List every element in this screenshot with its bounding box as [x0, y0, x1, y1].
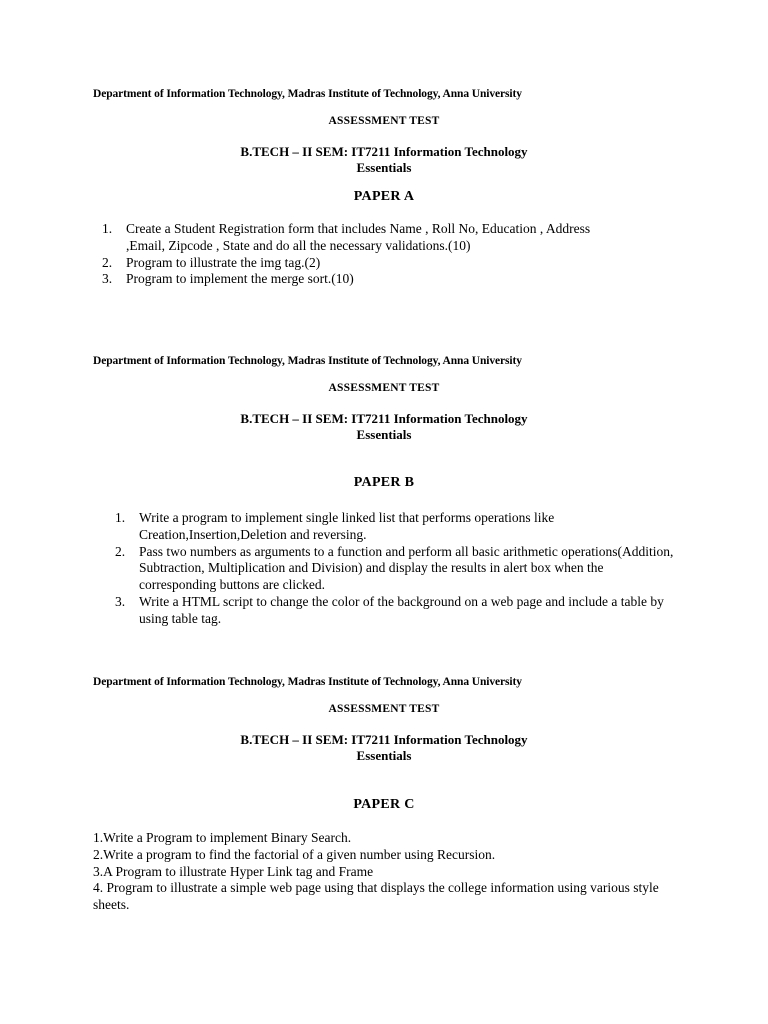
list-item [102, 254, 626, 272]
course-line-1: B.TECH – II SEM: IT7211 Information Technology [240, 144, 528, 159]
question-text: Program to illustrate the img tag.(2) [126, 254, 321, 270]
list-item: 3.A Program to illustrate Hyper Link tag and Frame [93, 863, 374, 879]
list-item [115, 593, 679, 628]
list-item [102, 221, 626, 255]
course-title [0, 144, 768, 176]
paper-c-questions [93, 830, 673, 914]
department-heading: Department of Information Technology, Madras Institute of Technology, Anna University [93, 676, 522, 688]
question-number: 2. [115, 543, 126, 559]
assessment-heading: ASSESSMENT TEST [328, 115, 440, 127]
question-text: Create a Student Registration form that includes Name , Roll No, Education , Address ,Email, Zipcode , State and do all the necessary validations.(10) [126, 221, 591, 253]
assessment-heading: ASSESSMENT TEST [328, 703, 440, 715]
list-item [115, 510, 679, 544]
course-line-1: B.TECH – II SEM: IT7211 Information Technology [240, 411, 528, 426]
department-heading: Department of Information Technology, Madras Institute of Technology, Anna University [93, 88, 522, 100]
course-line-1: B.TECH – II SEM: IT7211 Information Technology [240, 732, 528, 747]
assessment-heading: ASSESSMENT TEST [328, 382, 440, 394]
paper-b-questions [115, 510, 679, 628]
question-number: 1. [115, 510, 126, 525]
course-title [0, 732, 768, 764]
paper-b-title: PAPER B [353, 475, 415, 490]
question-text: Pass two numbers as arguments to a function and perform all basic arithmetic operations(Addition, Subtraction, Multiplication and Division) and display the results in alert box when the corresponding buttons are clicked. [139, 543, 674, 593]
question-number: 3. [115, 593, 126, 609]
list-item [115, 543, 679, 594]
list-item: 4. Program to illustrate a simple web page using that displays the college information using various style sheets. [93, 880, 659, 913]
question-text: Program to implement the merge sort.(10) [126, 271, 354, 287]
course-line-2: Essentials [356, 427, 412, 442]
course-line-2: Essentials [356, 748, 412, 763]
department-heading: Department of Information Technology, Madras Institute of Technology, Anna University [93, 355, 522, 367]
question-text: Write a program to implement single linked list that performs operations like Creation,Insertion,Deletion and reversing. [139, 510, 555, 542]
question-number: 1. [102, 221, 113, 236]
question-number: 2. [102, 254, 113, 270]
course-line-2: Essentials [356, 160, 412, 175]
list-item: 1.Write a Program to implement Binary Search. [93, 830, 352, 845]
question-number: 3. [102, 271, 113, 287]
list-item: 2.Write a program to find the factorial of a given number using Recursion. [93, 846, 496, 862]
paper-a-title: PAPER A [353, 189, 415, 204]
paper-c-title: PAPER C [353, 797, 415, 812]
question-text: Write a HTML script to change the color of the background on a web page and include a table by using table tag. [139, 593, 664, 626]
list-item [102, 271, 626, 288]
course-title [0, 411, 768, 443]
paper-a-questions [102, 221, 626, 288]
